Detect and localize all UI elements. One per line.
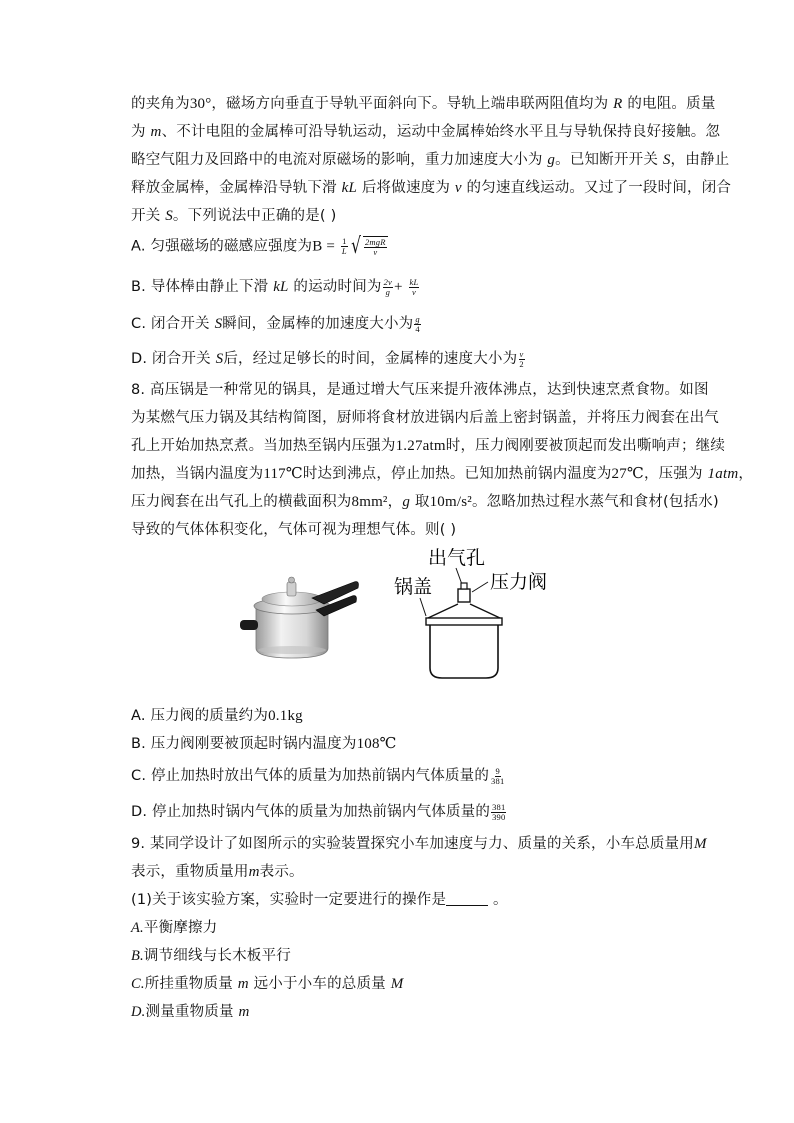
answer-blank[interactable] xyxy=(446,891,488,906)
q8-line-5: 压力阀套在出气孔上的横截面积为8mm²，g 取10m/s²。忽略加热过程水蒸气和食材(包括水) xyxy=(131,494,719,510)
q8-option-a: A. 压力阀的质量约为0.1kg xyxy=(131,708,303,724)
q9-option-c: C.所挂重物质量 m 远小于小车的总质量 M xyxy=(131,976,404,992)
q8-option-c: C. 停止加热时放出气体的质量为加热前锅内气体质量的 $\frac{9}{381}$ xyxy=(131,765,505,786)
label-lid: 锅盖 xyxy=(394,576,433,598)
q7-option-d: D. 闭合开关 S后，经过足够长的时间，金属棒的速度大小为 $\frac{v}{2}$ xyxy=(131,348,524,369)
q9-line-2: 表示，重物质量用m表示。 xyxy=(131,864,304,880)
label-valve: 压力阀 xyxy=(490,571,548,593)
q7-option-a: A. 匀强磁场的磁感应强度为B = $\frac{1}{L}$ √ $\frac{\text{2mgR}}{v}$ xyxy=(131,233,386,259)
q7-line-1: 的夹角为30°，磁场方向垂直于导轨平面斜向下。导轨上端串联两阻值均为 R 的电阻。质量 xyxy=(131,96,716,112)
q9-sub-question-1: (1)关于该实验方案，实验时一定要进行的操作是 。 xyxy=(131,892,508,908)
q7-line-3: 略空气阻力及回路中的电流对原磁场的影响，重力加速度大小为 g。已知断开开关 S，由静止 xyxy=(131,152,730,168)
fraction: $\frac{1}{L}$ xyxy=(341,236,347,256)
q7-option-b: B. 导体棒由静止下滑 kL 的运动时间为 $\frac{2v}{g}$ + $\frac{kL}{v}$ xyxy=(131,276,419,297)
q7-line-2: 为 m、不计电阻的金属棒可沿导轨运动，运动中金属棒始终水平且与导轨保持良好接触。忽 xyxy=(131,124,721,140)
q9-line-1: 9. 某同学设计了如图所示的实验装置探究小车加速度与力、质量的关系，小车总质量用M xyxy=(131,836,707,852)
q8-line-6: 导致的气体体积变化，气体可视为理想气体。则( ) xyxy=(131,522,457,538)
pressure-cooker-diagram xyxy=(392,546,568,684)
q8-line-3: 孔上开始加热烹煮。当加热至锅内压强为1.27atm时，压力阀刚要被顶起而发出嘶响声；继续 xyxy=(131,438,726,454)
sqrt-symbol: √ $\frac{\text{2mgR}}{v}$ xyxy=(350,233,386,259)
q7-line-4: 释放金属棒，金属棒沿导轨下滑 kL 后将做速度为 v 的匀速直线运动。又过了一段时间，闭合 xyxy=(131,180,732,196)
q9-option-b: B.调节细线与长木板平行 xyxy=(131,948,291,964)
q8-option-b: B. 压力阀刚要被顶起时锅内温度为108℃ xyxy=(131,736,397,752)
q8-option-d: D. 停止加热时锅内气体的质量为加热前锅内气体质量的 $\frac{381}{390}$ xyxy=(131,801,506,822)
q9-option-a: A.平衡摩擦力 xyxy=(131,920,218,936)
q9-option-d: D.测量重物质量 m xyxy=(131,1004,250,1020)
q8-line-4: 加热，当锅内温度为117℃时达到沸点，停止加热。已知加热前锅内温度为27℃，压强为 1atm， xyxy=(131,466,754,482)
q7-option-c: C. 闭合开关 S瞬间，金属棒的加速度大小为 $\frac{g}{4}$ xyxy=(131,313,420,334)
q7-line-5: 开关 S。下列说法中正确的是( ) xyxy=(131,208,337,224)
q8-line-1: 8. 高压锅是一种常见的锅具，是通过增大气压来提升液体沸点，达到快速烹煮食物。如图 xyxy=(131,382,709,398)
label-outlet: 出气孔 xyxy=(428,547,486,569)
q8-line-2: 为某燃气压力锅及其结构简图，厨师将食材放进锅内后盖上密封锅盖，并将压力阀套在出气 xyxy=(131,410,719,426)
pressure-cooker-image xyxy=(232,568,362,660)
